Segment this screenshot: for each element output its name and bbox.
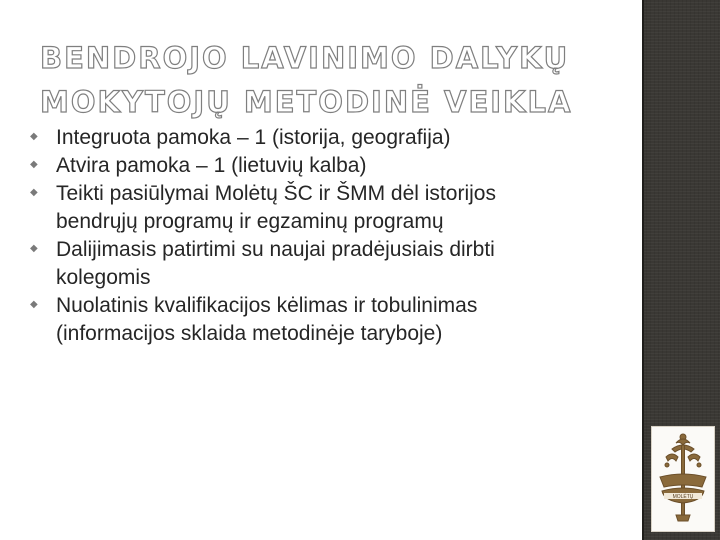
slide-title-line-1: BENDROJO LAVINIMO DALYKŲ <box>40 41 570 75</box>
bullet-marker-icon: ◆ <box>30 187 38 198</box>
bullet-item <box>22 236 612 292</box>
school-emblem-icon <box>652 427 714 531</box>
slide-title <box>40 36 600 124</box>
bullet-text: Integruota pamoka – 1 (istorija, geografija) <box>56 126 451 149</box>
bullet-list <box>22 124 612 348</box>
school-logo <box>651 426 715 532</box>
bullet-marker-icon: ◆ <box>30 243 38 254</box>
bullet-item <box>22 152 612 180</box>
bullet-text-line-1: Teikti pasiūlymai Molėtų ŠC ir ŠMM dėl istorijos <box>56 182 496 205</box>
bullet-text-line-2: (informacijos sklaida metodinėje taryboje) <box>56 322 443 345</box>
logo-ribbon-text: MOLĖTŲ <box>672 494 694 500</box>
bullet-marker-icon: ◆ <box>30 299 38 310</box>
bullet-item <box>22 124 612 152</box>
bullet-text: Atvira pamoka – 1 (lietuvių kalba) <box>56 154 367 177</box>
bullet-item <box>22 292 612 348</box>
bullet-text-line-1: Dalijimasis patirtimi su naujai pradėjusiais dirbti <box>56 238 495 261</box>
bullet-marker-icon: ◆ <box>30 131 38 142</box>
bullet-marker-icon: ◆ <box>30 159 38 170</box>
bullet-text-line-2: bendrųjų programų ir egzaminų programų <box>56 210 444 233</box>
bullet-text-line-2: kolegomis <box>56 266 151 289</box>
bullet-text-line-1: Nuolatinis kvalifikacijos kėlimas ir tobulinimas <box>56 294 478 317</box>
bullet-item <box>22 180 612 236</box>
slide-title-line-2: MOKYTOJŲ METODINĖ VEIKLA <box>40 85 573 119</box>
sidebar-edge-divider <box>642 0 644 540</box>
